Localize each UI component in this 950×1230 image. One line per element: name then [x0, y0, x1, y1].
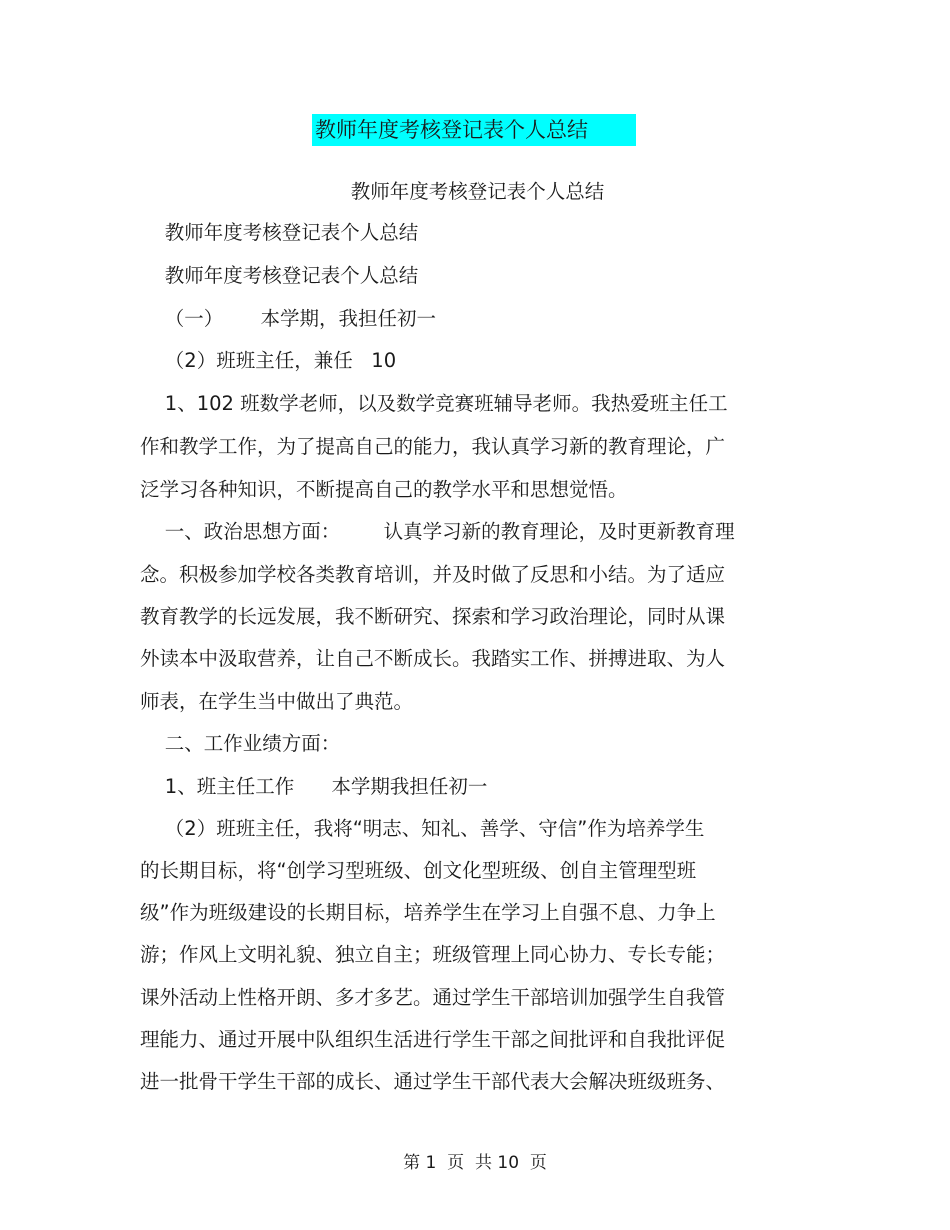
document-subtitle: 教师年度考核登记表个人总结: [350, 180, 605, 203]
body-line: 的长期目标，将“创学习型班级、创文化型班级、创自主管理型班: [140, 859, 697, 882]
highlighted-title-text: 教师年度考核登记表个人总结: [315, 118, 588, 142]
body-line: 外读本中汲取营养，让自己不断成长。我踏实工作、拼搏进取、为人: [140, 647, 726, 670]
page-number-footer: 第 1 页 共 10 页: [403, 1153, 547, 1173]
body-line: 泛学习各种知识，不断提高自己的教学水平和思想觉悟。: [140, 478, 628, 501]
body-line: 教师年度考核登记表个人总结: [140, 221, 419, 244]
body-line: 二、工作业绩方面：: [140, 732, 341, 755]
body-line: 念。积极参加学校各类教育培训，并及时做了反思和小结。为了适应: [140, 563, 726, 586]
body-line: （2）班班主任，我将“明志、知礼、善学、守信”作为培养学生: [140, 817, 705, 840]
body-line: 一、政治思想方面： 认真学习新的教育理论，及时更新教育理: [140, 520, 735, 543]
body-line: 作和教学工作，为了提高自己的能力，我认真学习新的教育理论，广: [140, 435, 726, 458]
body-line: 课外活动上性格开朗、多才多艺。通过学生干部培训加强学生自我管: [140, 986, 726, 1009]
body-line: 1、班主任工作 本学期我担任初一: [140, 775, 488, 798]
body-line: 级”作为班级建设的长期目标，培养学生在学习上自强不息、力争上: [140, 901, 716, 924]
body-line: 师表，在学生当中做出了典范。: [140, 690, 414, 713]
body-line: 1、102 班数学老师，以及数学竞赛班辅导老师。我热爱班主任工: [140, 392, 728, 415]
body-line: （2）班班主任，兼任 10: [140, 349, 397, 372]
body-line: （一） 本学期，我担任初一: [140, 307, 436, 330]
highlighted-title: [312, 114, 636, 146]
body-line: 进一批骨干学生干部的成长、通过学生干部代表大会解决班级班务、: [140, 1070, 726, 1093]
body-line: 游；作风上文明礼貌、独立自主；班级管理上同心协力、专长专能；: [140, 943, 726, 966]
body-line: 理能力、通过开展中队组织生活进行学生干部之间批评和自我批评促: [140, 1028, 726, 1051]
body-line: 教育教学的长远发展，我不断研究、探索和学习政治理论，同时从课: [140, 605, 726, 628]
body-line: 教师年度考核登记表个人总结: [140, 264, 419, 287]
